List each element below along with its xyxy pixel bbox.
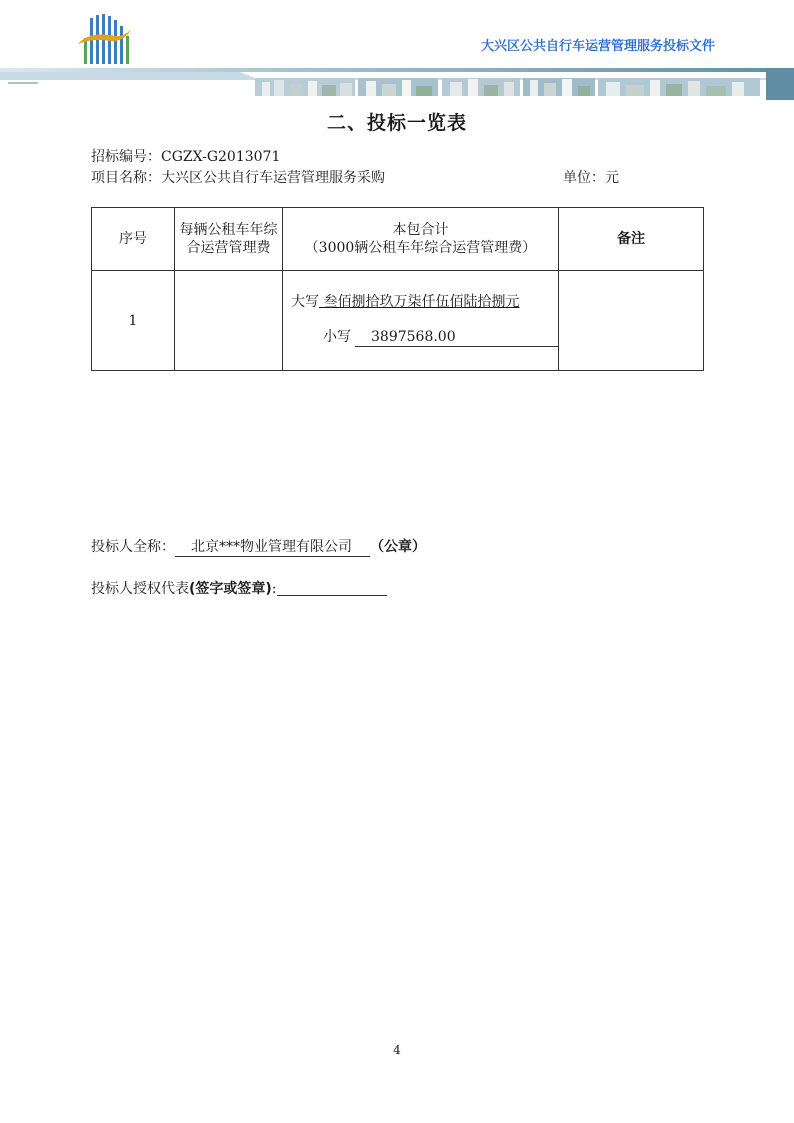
page-number: 4 — [393, 1043, 401, 1057]
bidder-seal: （公章） — [370, 539, 426, 555]
header-title: 大兴区公共自行车运营管理服务投标文件 — [480, 39, 715, 54]
project-name-label: 项目名称： — [91, 170, 161, 186]
bid-number-line — [91, 146, 280, 166]
company-logo-icon — [76, 12, 132, 68]
amount-underline — [355, 346, 558, 347]
document-title: 二、投标一览表 — [326, 112, 467, 134]
header-package-total-line2: （3000辆公租车年综合运营管理费） — [304, 240, 537, 256]
cell-remark — [559, 271, 704, 371]
header-per-vehicle-fee: 每辆公租车年综合运营管理费 — [175, 208, 283, 271]
header-package-total — [283, 208, 559, 271]
bid-summary-table — [91, 207, 704, 371]
bidder-line — [91, 536, 426, 557]
signature-blank — [277, 581, 387, 596]
bidder-label: 投标人全称： — [91, 539, 175, 555]
header-seq: 序号 — [92, 208, 175, 271]
table-header-row — [92, 208, 704, 271]
amount-in-words-label: 大写 — [291, 294, 319, 310]
header-remark: 备注 — [559, 208, 704, 271]
table-row — [92, 271, 704, 371]
unit-value: 元 — [605, 170, 619, 186]
cell-package-total — [283, 271, 559, 371]
authorized-rep-line — [91, 578, 387, 598]
bid-number-label: 招标编号： — [91, 149, 161, 165]
amount-in-figures — [323, 328, 456, 346]
unit-line — [563, 167, 619, 187]
amount-in-figures-label: 小写 — [323, 329, 351, 345]
cell-per-vehicle-fee — [175, 271, 283, 371]
cell-seq: 1 — [92, 271, 175, 371]
project-name-value: 大兴区公共自行车运营管理服务采购 — [161, 170, 385, 186]
amount-in-words — [291, 293, 519, 311]
bid-number-value: CGZX-G2013071 — [161, 149, 281, 165]
header-package-total-line1: 本包合计 — [392, 222, 449, 238]
amount-in-figures-value: 3897568.00 — [371, 329, 456, 345]
authorized-rep-label: 投标人授权代表 — [91, 581, 189, 597]
city-buildings-banner-image — [0, 66, 794, 100]
project-name-line — [91, 167, 385, 187]
authorized-rep-colon: : — [271, 581, 277, 597]
amount-in-words-value: 叁佰捌拾玖万柒仟伍佰陆拾捌元 — [319, 294, 520, 310]
bidder-name: 北京***物业管理有限公司 — [175, 539, 370, 557]
unit-label: 单位： — [563, 170, 605, 186]
authorized-rep-label-bold: (签字或签章) — [189, 581, 272, 597]
